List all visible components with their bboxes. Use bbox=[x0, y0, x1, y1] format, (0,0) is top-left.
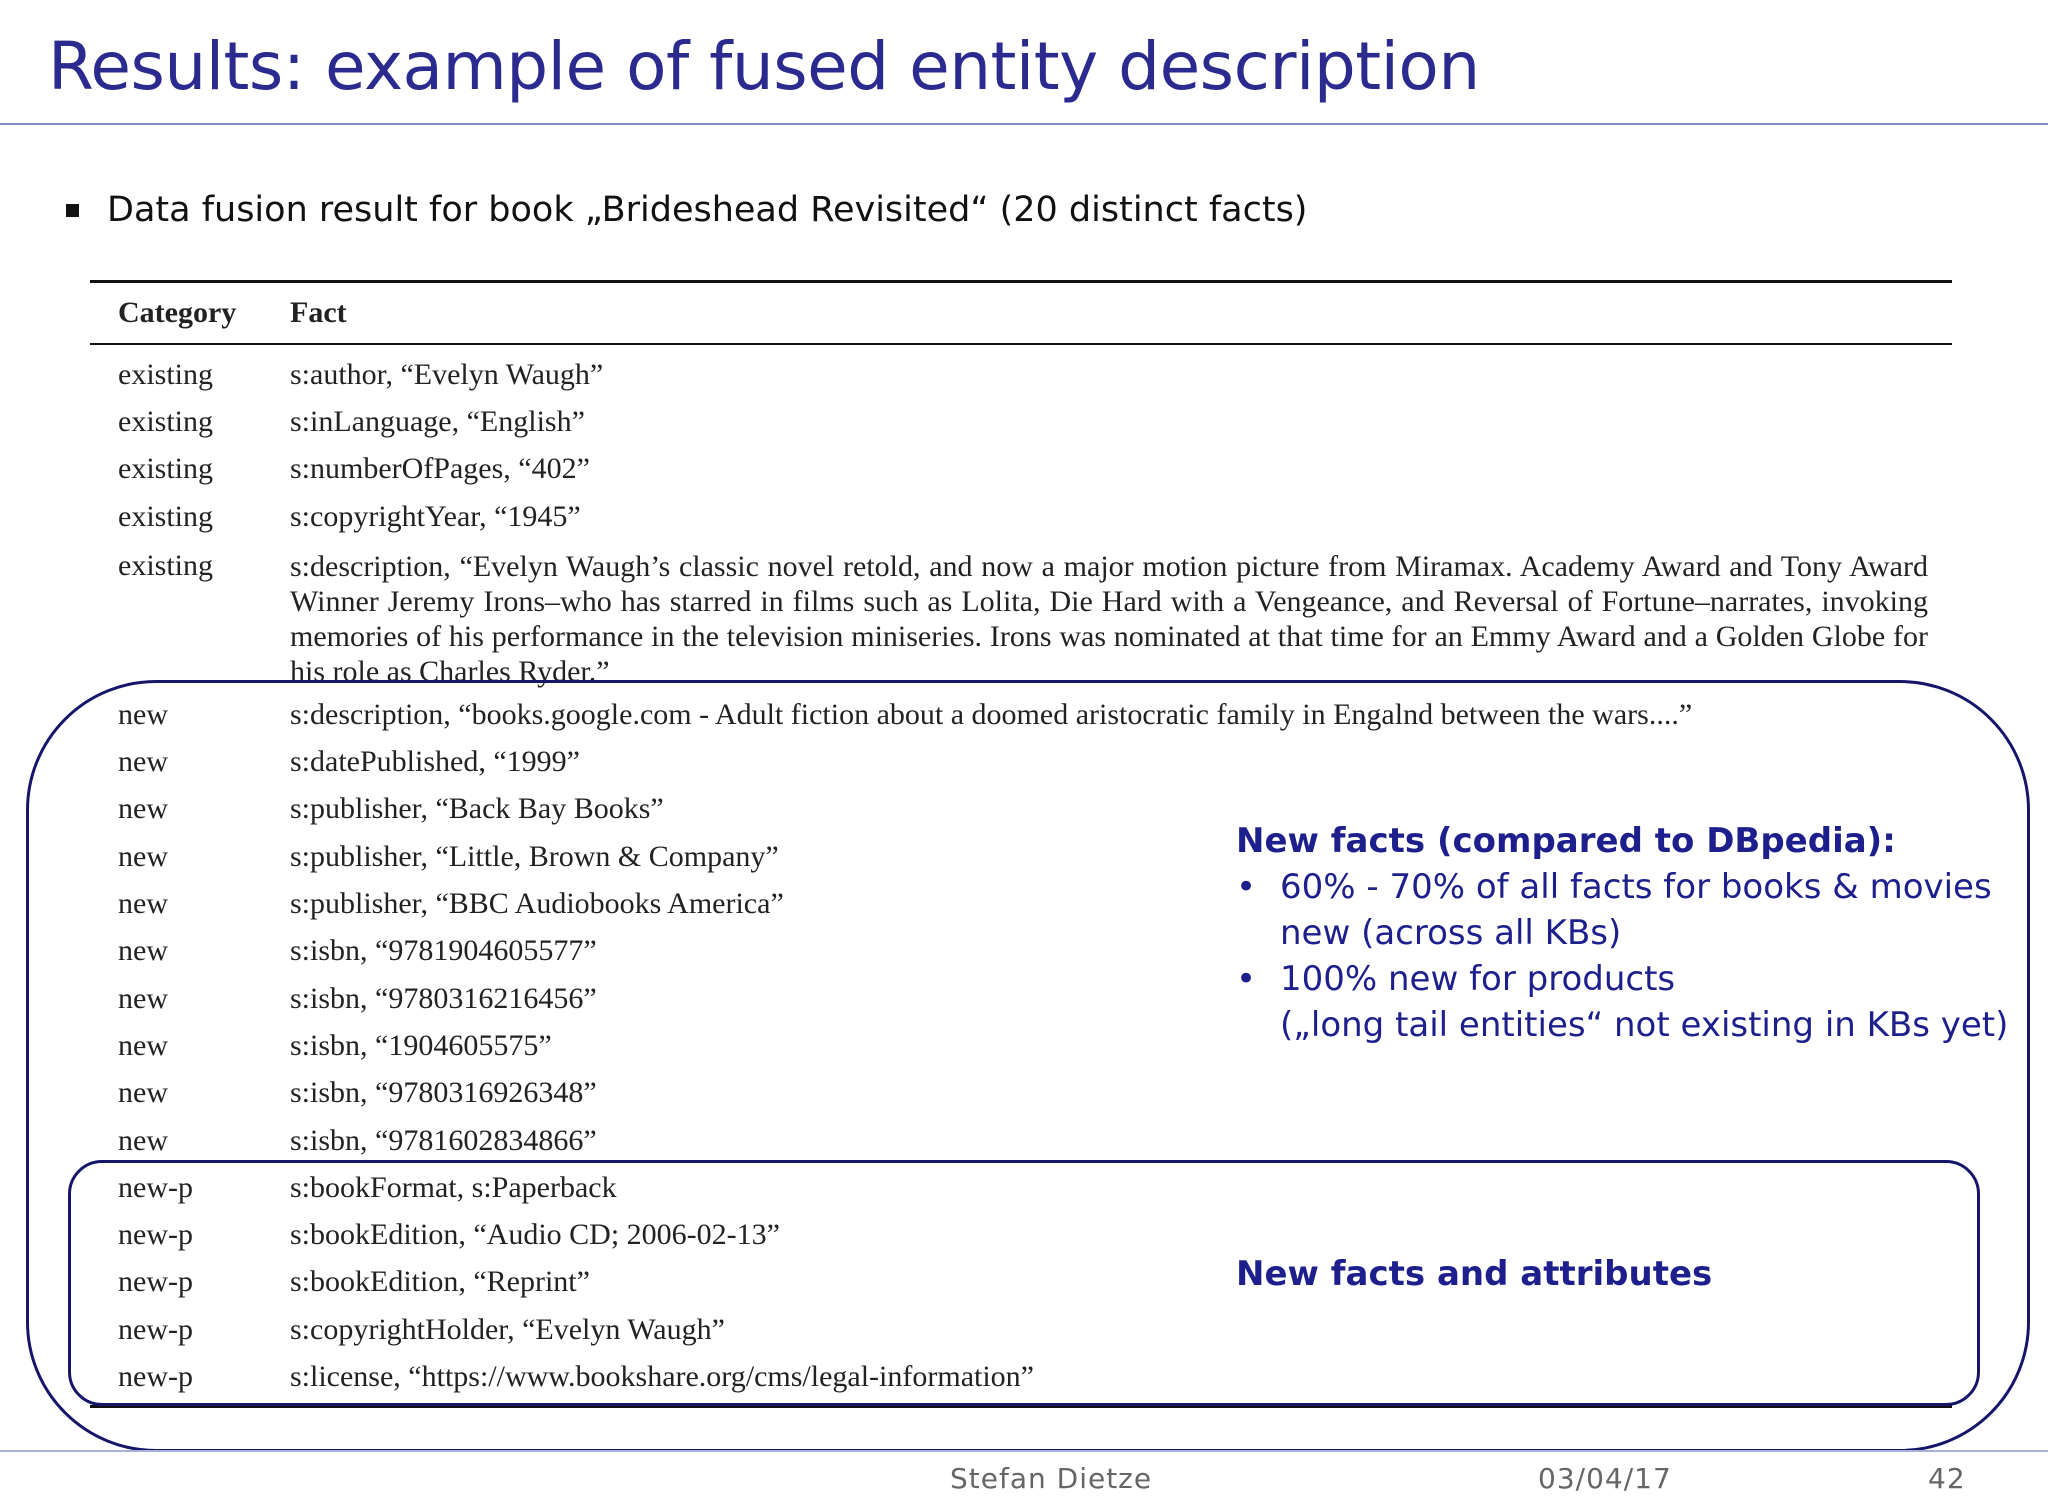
bullet-dot-icon: • bbox=[1236, 959, 1257, 999]
category-cell: new bbox=[118, 1028, 168, 1062]
fact-cell: s:publisher, “BBC Audiobooks America” bbox=[290, 887, 784, 921]
fact-cell: s:bookEdition, “Reprint” bbox=[290, 1265, 590, 1299]
slide-title: Results: example of fused entity description bbox=[48, 28, 1480, 105]
fact-cell: s:license, “https://www.bookshare.org/cms/legal-information” bbox=[290, 1359, 1034, 1393]
fact-cell: s:isbn, “9781904605577” bbox=[290, 934, 597, 968]
category-cell: new bbox=[118, 792, 168, 826]
footer-divider bbox=[0, 1450, 2048, 1452]
title-divider bbox=[0, 123, 2048, 125]
category-cell: existing bbox=[118, 404, 213, 438]
table-header bbox=[90, 283, 1952, 343]
table-row bbox=[90, 1211, 1952, 1258]
category-cell: new bbox=[118, 1076, 168, 1110]
table-row bbox=[90, 1070, 1952, 1117]
header-category: Category bbox=[118, 296, 237, 329]
annotation-bullet bbox=[1236, 864, 1996, 910]
category-cell: new bbox=[118, 1123, 168, 1157]
annotation-bullet bbox=[1236, 956, 1996, 1002]
table-row bbox=[90, 540, 1952, 691]
fact-cell: s:isbn, “9780316216456” bbox=[290, 981, 597, 1015]
annotation-bullet-text: 60% - 70% of all facts for books & movies bbox=[1280, 867, 1992, 907]
table-row bbox=[90, 446, 1952, 493]
table-row bbox=[90, 1306, 1952, 1353]
fact-cell: s:isbn, “9780316926348” bbox=[290, 1076, 597, 1110]
category-cell: new bbox=[118, 839, 168, 873]
new-attributes-annotation: New facts and attributes bbox=[1236, 1254, 1713, 1294]
category-cell: new bbox=[118, 697, 168, 731]
category-cell: new bbox=[118, 887, 168, 921]
fact-cell: s:copyrightYear, “1945” bbox=[290, 499, 581, 533]
category-cell: existing bbox=[118, 452, 213, 486]
footer-date: 03/04/17 bbox=[1538, 1462, 1672, 1495]
fact-cell: s:copyrightHolder, “Evelyn Waugh” bbox=[290, 1312, 725, 1346]
square-bullet-icon bbox=[66, 204, 79, 217]
table-row bbox=[90, 398, 1952, 445]
fact-cell: s:bookFormat, s:Paperback bbox=[290, 1170, 617, 1204]
fact-cell: s:bookEdition, “Audio CD; 2006-02-13” bbox=[290, 1218, 780, 1252]
category-cell: new-p bbox=[118, 1170, 193, 1204]
category-cell: new-p bbox=[118, 1359, 193, 1393]
fact-cell: s:datePublished, “1999” bbox=[290, 745, 580, 779]
fact-cell: s:numberOfPages, “402” bbox=[290, 452, 590, 486]
category-cell: existing bbox=[118, 549, 213, 583]
table-row bbox=[90, 493, 1952, 540]
annotation-bullet-continuation: new (across all KBs) bbox=[1280, 913, 1622, 953]
footer-author: Stefan Dietze bbox=[950, 1462, 1153, 1495]
category-cell: new bbox=[118, 981, 168, 1015]
fact-cell: s:author, “Evelyn Waugh” bbox=[290, 357, 604, 391]
category-cell: existing bbox=[118, 499, 213, 533]
bullet-item bbox=[66, 190, 1307, 230]
table-row bbox=[90, 1164, 1952, 1211]
category-cell: new-p bbox=[118, 1312, 193, 1346]
fact-cell: s:isbn, “1904605575” bbox=[290, 1028, 552, 1062]
fact-cell: s:publisher, “Back Bay Books” bbox=[290, 792, 664, 826]
category-cell: new bbox=[118, 934, 168, 968]
fact-cell: s:description, “books.google.com - Adult fiction about a doomed aristocratic family in Engalnd between the wars....” bbox=[290, 697, 1693, 731]
table-bottom-rule bbox=[90, 1405, 1952, 1408]
table-row bbox=[90, 1353, 1952, 1400]
table-row bbox=[90, 691, 1952, 738]
table-row bbox=[90, 738, 1952, 785]
bullet-dot-icon: • bbox=[1236, 867, 1257, 907]
fact-cell: s:description, “Evelyn Waugh’s classic novel retold, and now a major motion picture from Miramax. Academy Award and Tony Award Winner Jeremy Irons–who has starred in films such as Lolita, Die Hard with a Vengeance, and Reversal of Fortune–narrates, invoking memories of his performance in the television miniseries. Irons was nominated at that time for an Emmy Award and a Golden Globe for his role as Charles Ryder.” bbox=[290, 550, 1928, 689]
fact-cell: s:isbn, “9781602834866” bbox=[290, 1123, 597, 1157]
fact-cell: s:publisher, “Little, Brown & Company” bbox=[290, 839, 779, 873]
annotation-bullet-text: 100% new for products bbox=[1280, 959, 1676, 999]
header-fact: Fact bbox=[290, 296, 347, 329]
annotation-heading: New facts (compared to DBpedia): bbox=[1236, 821, 1896, 861]
fact-cell: s:inLanguage, “English” bbox=[290, 404, 585, 438]
category-cell: new-p bbox=[118, 1218, 193, 1252]
category-cell: new-p bbox=[118, 1265, 193, 1299]
category-cell: existing bbox=[118, 357, 213, 391]
page-number: 42 bbox=[1928, 1462, 1966, 1495]
table-row bbox=[90, 351, 1952, 398]
table-row bbox=[90, 1117, 1952, 1164]
annotation-bullet-continuation: („long tail entities“ not existing in KBs yet) bbox=[1280, 1005, 2009, 1045]
bullet-text: Data fusion result for book „Brideshead Revisited“ (20 distinct facts) bbox=[107, 190, 1308, 230]
category-cell: new bbox=[118, 745, 168, 779]
new-facts-annotation bbox=[1236, 818, 2009, 1048]
